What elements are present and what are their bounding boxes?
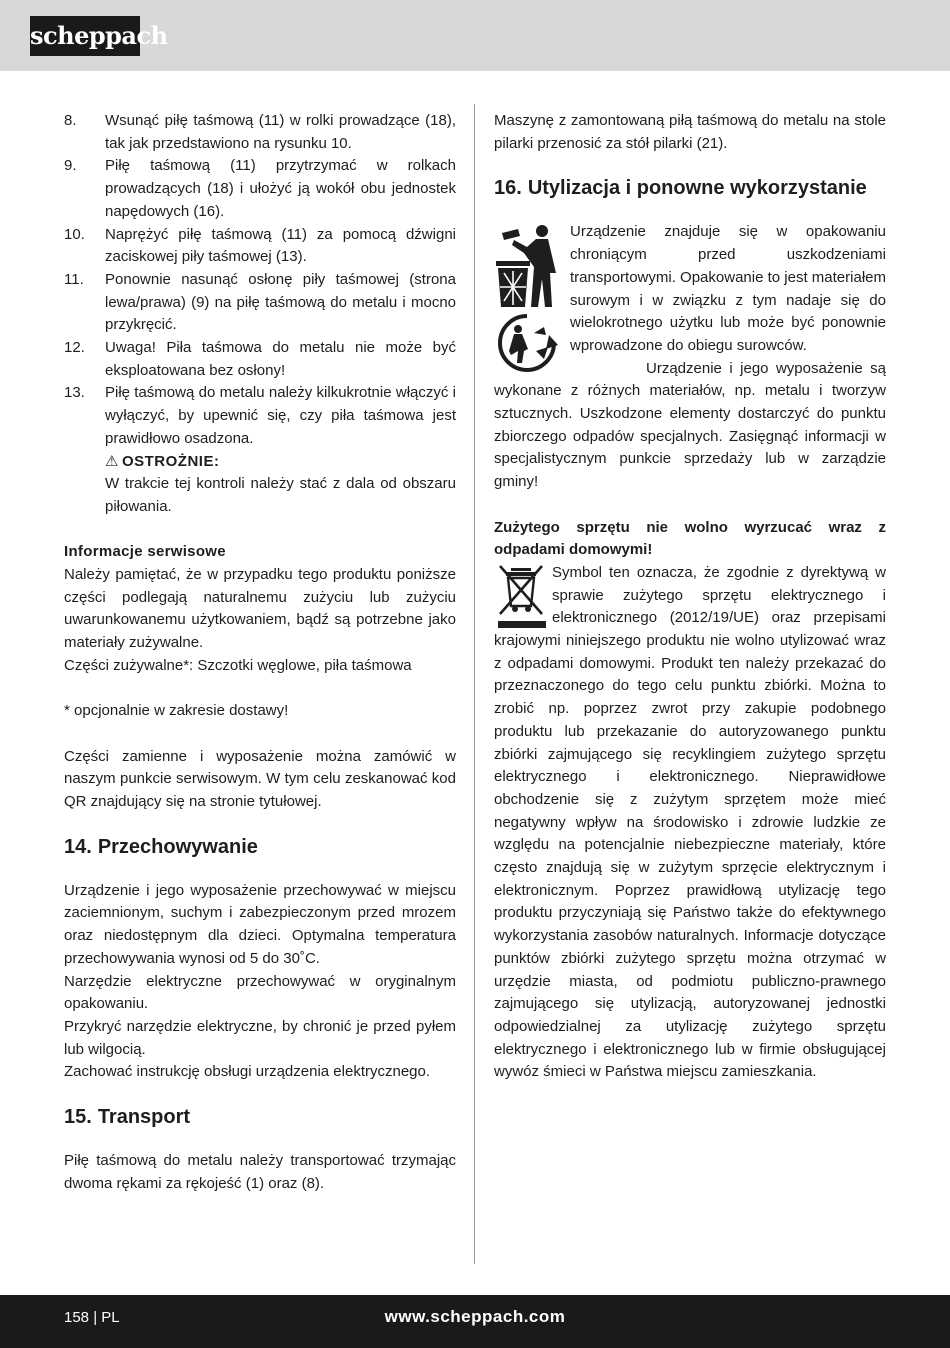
- step-number: 9.: [64, 157, 77, 175]
- caution-label: OSTROŻNIE:: [121, 452, 220, 470]
- right-column: [494, 110, 886, 1084]
- brand-logo: scheppach: [30, 16, 140, 56]
- page-header: [0, 0, 950, 71]
- step-number: 10.: [64, 225, 85, 243]
- recycling-icon: [494, 313, 560, 373]
- step-item: [64, 110, 456, 155]
- step-text: Uwaga! Piła taśmowa do metalu nie może być eksploatowana bez osłony!: [105, 339, 456, 379]
- weee-symbol: [494, 562, 550, 628]
- step-text: Piłę taśmową do metalu należy kilkukrotnie włączyć i wyłączyć, by upewnić się, czy piła taśmowa jest prawidłowo osadzona.: [105, 384, 456, 447]
- weee-paragraph: Symbol ten oznacza, że zgodnie z dyrektywą w sprawie zużytego sprzętu elektrycznego i elektronicznego (2012/19/UE) oraz przepisami krajowymi niniejszego produktu nie wolno utylizować wraz z odpadami domowymi. Produkt ten należy przekazać do przeznaczonego do tego celu punktu zbiórki. Można to zrobić np. poprzez zwrot przy zakupie podobnego produktu lub przekazanie do autoryzowanego punktu zbiórki zajmującego się recyklingiem zużytego sprzętu elektrycznego i elektronicznego. Nieprawidłowe obchodzenie się z zużytym sprzętem może mieć negatywny wpływ na środowisko i zdrowie ludzkie ze względu na potencjalnie niebezpieczne materiały, które często znajdują się w zużytym sprzęcie elektrycznym i elektronicznym. Poprzez prawidłową utylizację tego produktu przyczyniają się Państwo także do efektywnego wykorzystania zasobów naturalnych. Informacje dotyczące punktów zbiórki zużytego sprzętu można otrzymać w urzędzie miasta, od podmiotu publiczno-prawnego zajmującego się utylizacją, autoryzowanej jednostki odpowiedzialnej za utylizację zużytego sprzętu elektrycznego i elektronicznego lub w firmie obsługującej wywóz śmieci w Państwa miejscu zamieszkania.: [494, 563, 886, 1081]
- service-heading: Informacje serwisowe: [64, 543, 226, 561]
- section-16-title: 16. Utylizacja i ponowne wykorzystanie: [494, 177, 867, 200]
- warning-triangle-icon: ⚠: [105, 452, 119, 470]
- disposal-icons: [494, 221, 570, 371]
- step-number: 8.: [64, 112, 77, 129]
- section-15-title: 15. Transport: [64, 1106, 191, 1129]
- page-number: 158 | PL: [64, 1309, 120, 1326]
- step-item: [64, 269, 456, 337]
- storage-paragraph: Zachować instrukcję obsługi urządzenia elektrycznego.: [64, 1063, 431, 1081]
- column-divider: [474, 104, 475, 1264]
- step-item: [64, 224, 456, 269]
- step-text: Wsunąć piłę taśmową (11) w rolki prowadzące (18), tak jak przedstawiono na rysunku 10.: [105, 112, 456, 152]
- left-column: [64, 110, 456, 1195]
- litter-bin-icon: [494, 223, 560, 309]
- step-number: 13.: [64, 384, 85, 402]
- storage-paragraph: Narzędzie elektryczne przechowywać w oryginalnym opakowaniu.: [64, 972, 456, 1013]
- website-url: www.scheppach.com: [384, 1307, 566, 1326]
- materials-paragraph: Urządzenie i jego wyposażenie są wykonane z różnych materiałów, np. metalu i tworzyw sztucznych. Uszkodzone elementy dostarczyć do punktu zbiorczego odpadów specjalnych. Zasięgnąć informacji w specjalistycznym punkcie sprzedaży lub w zarządzie gminy!: [494, 359, 886, 491]
- step-number: 11.: [64, 270, 84, 288]
- transport-paragraph: Piłę taśmową do metalu należy transportować trzymając dwoma rękami za rękojeść (1) oraz (8).: [64, 1152, 456, 1192]
- step-text: Ponownie nasunąć osłonę piły taśmowej (strona lewa/prawa) (9) na piłę taśmową do metalu i mocno przykręcić.: [105, 270, 456, 334]
- wear-parts-line: Części zużywalne*: Szczotki węglowe, piła taśmowa: [64, 656, 412, 674]
- step-number: 12.: [64, 339, 85, 357]
- step-item: [64, 337, 456, 382]
- caution-heading: [64, 451, 456, 474]
- packaging-paragraph: Urządzenie znajduje się w opakowaniu chroniącym przed uszkodzeniami transportowymi. Opakowanie to jest materiałem surowym i w związku z tym nadaje się do wielokrotnego użytku lub może być ponownie wprowadzone do obiegu surowców.: [570, 223, 886, 354]
- section-14-title: 14. Przechowywanie: [64, 835, 258, 858]
- step-text: Piłę taśmową (11) przytrzymać w rolkach prowadzących (18) i ułożyć ją wokół obu jednostek napędowych (16).: [105, 157, 456, 220]
- step-item: [64, 382, 456, 450]
- crossed-out-wheelie-bin-icon: [494, 562, 550, 628]
- page-footer: [0, 1295, 950, 1348]
- storage-paragraph: Przykryć narzędzie elektryczne, by chronić je przed pyłem lub wilgocią.: [64, 1017, 456, 1058]
- optional-note: * opcjonalnie w zakresie dostawy!: [64, 702, 289, 720]
- caution-text: W trakcie tej kontroli należy stać z dala od obszaru piłowania.: [105, 475, 456, 515]
- transport-continued-paragraph: Maszynę z zamontowaną piłą taśmową do metalu na stole pilarki przenosić za stół pilarki (21).: [494, 112, 886, 152]
- spare-parts-paragraph: Części zamienne i wyposażenie można zamówić w naszym punkcie serwisowym. W tym celu zeskanować kod QR znajdujący się na stronie tytułowej.: [64, 747, 456, 811]
- storage-paragraph: Urządzenie i jego wyposażenie przechowywać w miejscu zaciemnionym, suchym i zabezpieczonym przed mrozem oraz niedostępnym dla dzieci. Optymalna temperatura przechowywania wynosi od 5 do 30˚C.: [64, 881, 456, 967]
- step-item: [64, 155, 456, 223]
- step-text: Naprężyć piłę taśmową (11) za pomocą dźwigni zaciskowej piły taśmowej (13).: [105, 225, 456, 266]
- weee-warning: Zużytego sprzętu nie wolno wyrzucać wraz z odpadami domowymi!: [494, 518, 886, 559]
- service-paragraph: Należy pamiętać, że w przypadku tego produktu poniższe części podlegają naturalnemu zużyciu lub zużyciu uwarunkowanemu użytkowaniem, bądź są potrzebne jako materiały zużywalne.: [64, 566, 456, 652]
- assembly-steps: [64, 110, 456, 451]
